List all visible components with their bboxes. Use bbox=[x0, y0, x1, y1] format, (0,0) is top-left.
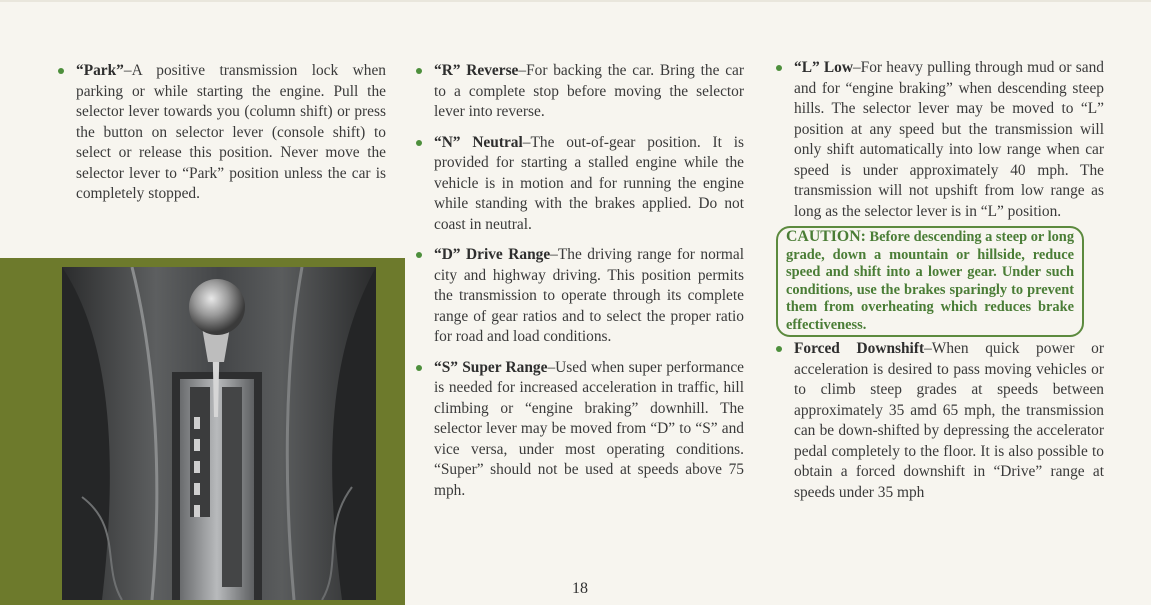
term-drive: “D” Drive Range bbox=[434, 246, 551, 263]
page-number: 18 bbox=[572, 580, 588, 597]
shift-lever-photo bbox=[62, 267, 376, 600]
term-park: “Park” bbox=[76, 62, 124, 79]
desc-drive: The driving range for normal city and highway driving. This position permits the transmission to operate through its complete range of gear ratios and to select the proper ratio for road and load conditions. bbox=[434, 246, 744, 345]
bullet-icon bbox=[776, 65, 782, 71]
list-item-low: “L” Low–For heavy pulling through mud or sand and for “engine braking” when descending steep hills. The selector lever may be moved to “L” position at any speed but the transmission will only shift automatically into low range when car speed is under approximately 40 mph. The transmission will not upshift from low range as long as the selector lever is in “L” position. bbox=[774, 58, 1104, 222]
list-item-neutral: “N” Neutral–The out-of-gear position. It is provided for starting a stalled engine while the vehicle is in motion and for running the engine while standing with the brakes applied. Do not coast in neutral. bbox=[414, 133, 744, 236]
column-left bbox=[56, 61, 386, 215]
desc-neutral: The out-of-gear position. It is provided for starting a stalled engine while the vehicle is in motion and for running the engine while standing with the brakes applied. Do not coast in neutral. bbox=[434, 133, 744, 233]
bullet-icon bbox=[416, 252, 422, 258]
page-edge bbox=[0, 0, 1151, 2]
caution-text: Before descending a steep or long grade, down a mountain or hillside, reduce speed and shift into a lower gear. Under such conditions, use the brakes sparingly to prevent them from overheating which reduces brake effectiveness. bbox=[786, 229, 1075, 333]
desc-low: For heavy pulling through mud or sand and for “engine braking” when descending steep hills. The selector lever may be moved to “L” position at any speed but the transmission will only shift automatically into low range when car speed is under approximately 40 mph. The transmission will not upshift from low range as long as the selector lever is in “L” position. bbox=[794, 59, 1104, 220]
caution-label: CAUTION: bbox=[786, 228, 866, 245]
desc-park: A positive transmission lock when parking or while starting the engine. Pull the selector lever towards you (column shift) or press the button on selector lever (console shift) to select or release this position. Never move the selector lever to “Park” position unless the car is completely stopped. bbox=[76, 62, 386, 202]
list-item-super: “S” Super Range–Used when super performance is needed for increased acceleration in traffic, hill climbing or “engine braking” downhill. The selector lever may be moved from “D” to “S” and vice versa, under most operating conditions. “Super” should not be used at speeds above 75 mph. bbox=[414, 358, 744, 502]
term-forced-downshift: Forced Downshift bbox=[794, 340, 925, 357]
column-right bbox=[774, 58, 1104, 513]
desc-forced-downshift: When quick power or acceleration is desired to pass moving vehicles or to climb steep grades at speeds between approximately 35 amd 65 mph, the transmission can be down-shifted by depressing the accelerator pedal completely to the floor. It is also possible to obtain a forced downshift in “Drive” range at speeds under 35 mph bbox=[794, 340, 1104, 501]
caution-box bbox=[776, 226, 1084, 337]
desc-reverse: For backing the car. Bring the car to a complete stop before moving the selector lever into reverse. bbox=[434, 62, 744, 120]
term-reverse: “R” Reverse bbox=[434, 62, 519, 79]
list-item-forced-downshift: Forced Downshift–When quick power or acceleration is desired to pass moving vehicles or to climb steep grades at speeds between approximately 35 amd 65 mph, the transmission can be down-shifted by depressing the accelerator pedal completely to the floor. It is also possible to obtain a forced downshift in “Drive” range at speeds under 35 mph bbox=[774, 339, 1104, 503]
bullet-icon bbox=[416, 140, 422, 146]
bullet-icon bbox=[416, 365, 422, 371]
desc-super: Used when super performance is needed for increased acceleration in traffic, hill climbing or “engine braking” downhill. The selector lever may be moved from “D” to “S” and vice versa, under most operating conditions. “Super” should not be used at speeds above 75 mph. bbox=[434, 358, 744, 499]
term-super: “S” Super Range bbox=[434, 358, 548, 376]
term-neutral: “N” Neutral bbox=[434, 133, 523, 151]
bullet-icon bbox=[776, 346, 782, 352]
shift-lever-icon bbox=[62, 267, 376, 600]
list-item-drive: “D” Drive Range–The driving range for normal city and highway driving. This position permits the transmission to operate through its complete range of gear ratios and to select the proper ratio for road and load conditions. bbox=[414, 245, 744, 348]
bullet-icon bbox=[58, 68, 64, 74]
bullet-icon bbox=[416, 68, 422, 74]
list-item-park: “Park”–A positive transmission lock when parking or while starting the engine. Pull the selector lever towards you (column shift) or press the button on selector lever (console shift) to select or release this position. Never move the selector lever to “Park” position unless the car is completely stopped. bbox=[56, 61, 386, 205]
list-item-reverse: “R” Reverse–For backing the car. Bring the car to a complete stop before moving the selector lever into reverse. bbox=[414, 61, 744, 123]
column-middle bbox=[414, 61, 744, 511]
term-low: “L” Low bbox=[794, 59, 853, 76]
